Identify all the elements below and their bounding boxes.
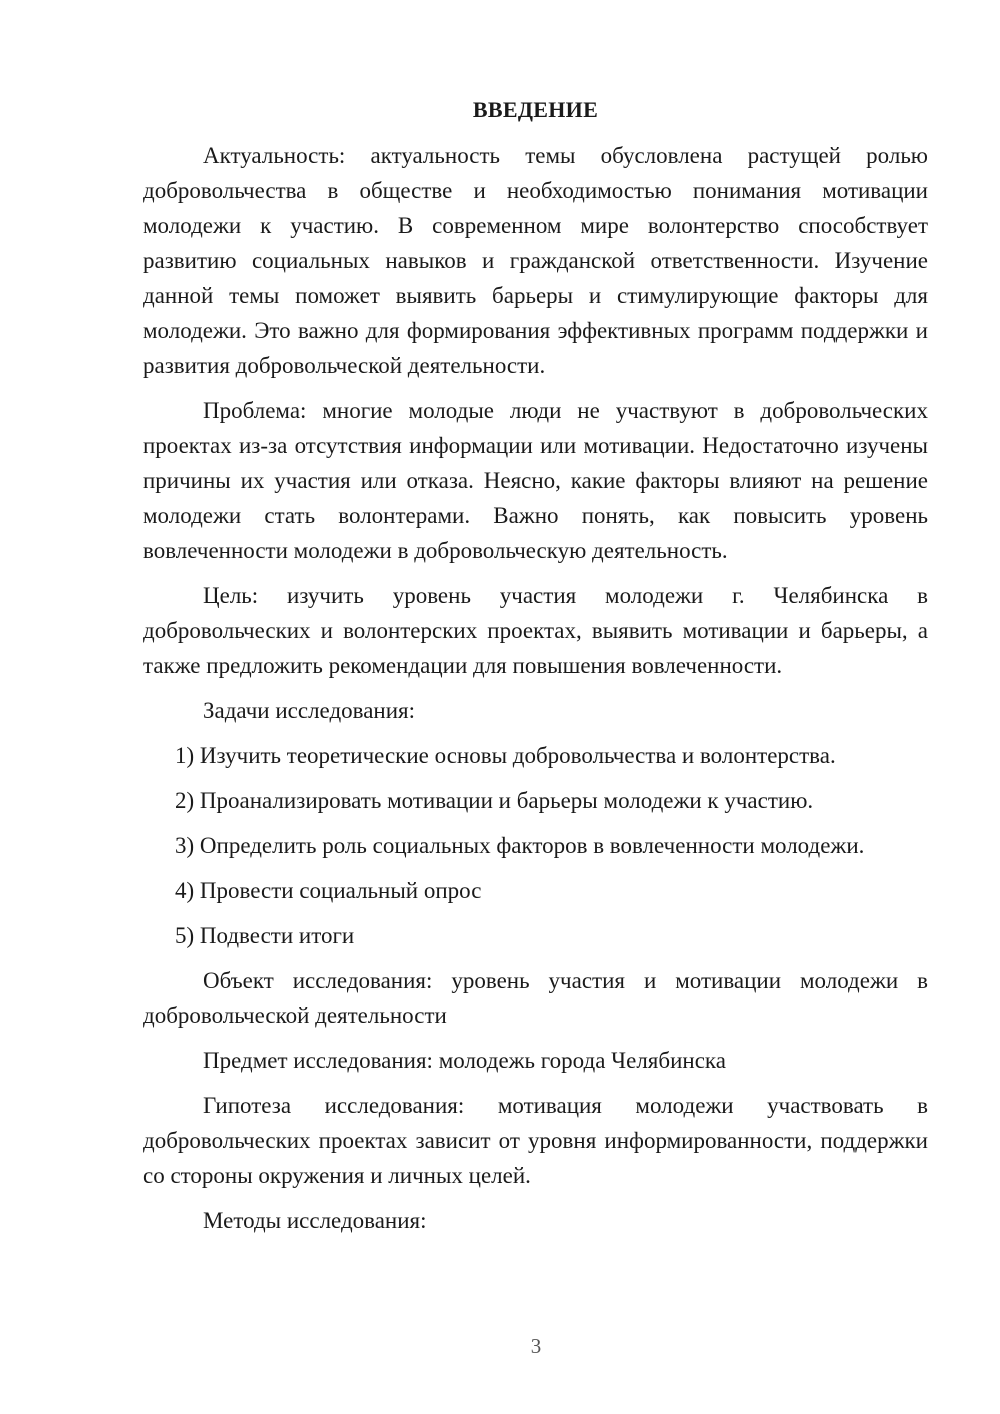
relevance-paragraph: Актуальность: актуальность темы обусловлена растущей ролью добровольчества в обществе и необходимостью понимания мотивации молодежи к участию. В современном мире волонтерство способствует развитию социальных навыков и гражданской ответственности. Изучение данной темы поможет выявить барьеры и стимулирующие факторы для молодежи. Это важно для формирования эффективных программ поддержки и развития добровольческой деятельности. xyxy=(143,143,928,378)
object-paragraph: Объект исследования: уровень участия и мотивации молодежи в добровольческой деятельности xyxy=(143,968,928,1028)
page-title: ВВЕДЕНИЕ xyxy=(472,97,599,122)
tasks-heading: Задачи исследования: xyxy=(203,698,416,723)
page-number: 3 xyxy=(530,1334,542,1358)
task-item: 2) Проанализировать мотивации и барьеры молодежи к участию. xyxy=(175,788,814,813)
goal-paragraph: Цель: изучить уровень участия молодежи г. Челябинска в добровольческих и волонтерских проектах, выявить мотивации и барьеры, а также предложить рекомендации для повышения вовлеченности. xyxy=(143,583,928,678)
task-item: 1) Изучить теоретические основы добровольчества и волонтерства. xyxy=(175,743,836,768)
tasks-list xyxy=(143,738,928,953)
task-item: 4) Провести социальный опрос xyxy=(175,878,482,903)
task-item: 5) Подвести итоги xyxy=(175,923,355,948)
task-item: 3) Определить роль социальных факторов в вовлеченности молодежи. xyxy=(175,833,865,858)
methods-heading: Методы исследования: xyxy=(203,1208,427,1233)
hypothesis-paragraph: Гипотеза исследования: мотивация молодежи участвовать в добровольческих проектах зависит от уровня информированности, поддержки со стороны окружения и личных целей. xyxy=(143,1093,928,1188)
document-page xyxy=(143,92,928,1248)
subject-paragraph: Предмет исследования: молодежь города Челябинска xyxy=(203,1048,726,1073)
problem-paragraph: Проблема: многие молодые люди не участвуют в добровольческих проектах из-за отсутствия информации или мотивации. Недостаточно изучены причины их участия или отказа. Неясно, какие факторы влияют на решение молодежи стать волонтерами. Важно понять, как повысить уровень вовлеченности молодежи в добровольческую деятельность. xyxy=(143,398,928,563)
